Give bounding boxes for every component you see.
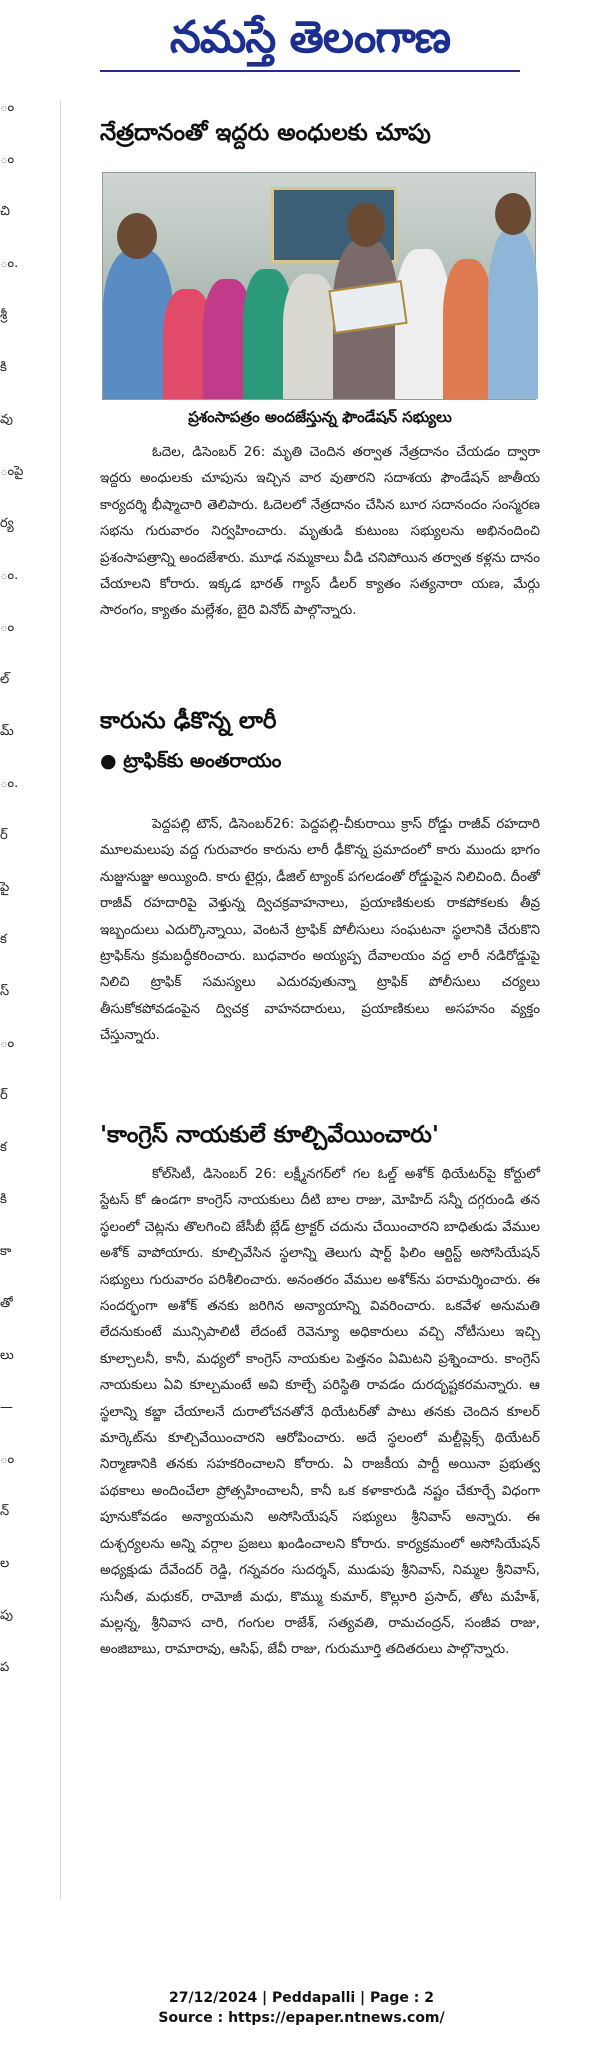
- person-head: [347, 203, 385, 247]
- left-fragment: పై: [0, 880, 10, 895]
- article3-text: కోల్‌సిటీ, డిసెంబర్ 26: లక్ష్మీనగర్‌లో గల ఓల్డ్ అశోక్ థియేటర్‌పై కోర్టులో స్టేటస్ కో ఉండగా కాంగ్రెస్ నాయకులు దీటి బాల రాజు, మోహిద్ సన్నీ దగ్గరుండి తన స్థలంలో చెట్లను తొలగించి జేసీబీ బ్లేడ్ ట్రాక్టర్ చదును చేయించారని బాధితుడు వేముల అశోక్ వాపోయారు. కూల్చివేసిన స్థలాన్ని తెలుగు షార్ట్ ఫిలిం ఆర్టిస్ట్ అసోసియేషన్ సభ్యులు గురువారం పరిశీలించారు. అనంతరం వేముల అశోక్‌ను పరామర్శించారు. ఈ సందర్భంగా అశోక్ తనకు జరిగిన అన్యాయాన్ని వివరించారు. ఒకవేళ అనుమతి లేదనుకుంటే మున్సిపాలిటీ లేదంటే రెవెన్యూ అధికారులు వచ్చి నోటీసులు ఇచ్చి కూల్చాలనీ, కానీ, మధ్యలో కాంగ్రెస్ నాయకుల పెత్తనం ఏమిటని ప్రశ్నించారు. కాంగ్రెస్ నాయకులు ఏవి కూల్చమంటే అవి కూల్చే పరిస్థితి రావడం దురదృష్టకరమన్నారు. ఆ స్థలాన్ని కబ్జా చేయాలనే దురాలోచనతోనే థియేటర్‌తో పాటు తనకు చెందిన కూలర్ మార్కెట్‌ను కూల్చివేయించారని ఆరోపించారు. అదే స్థలంలో మల్టీప్లెక్స్ థియేటర్ నిర్మాణానికి తనకు సహకరించాలని కోరారు. ఏ రాజకీయ పార్టీ అయినా ప్రభుత్వ పథకాలు అందించేలా ప్రోత్సహించాలనీ, కానీ ఒక కళాకారుడి నష్టం చేకూర్చే విధంగా పూనుకోవడం అన్యాయమని అసోసియేషన్ సభ్యులు శ్రీనివాస్ అన్నారు. ఈ దుశ్చర్యలను అన్ని వర్గాల ప్రజలు ఖండించాలని కోరారు. కార్యక్రమంలో అసోసియేషన్ అధ్యక్షుడు దేవేందర్ రెడ్డి, గన్నవరం సుదర్శన్, ముడుపు శ్రీనివాస్, నిమ్మల శ్రీనివాస్, సునీత, మధుకర్, రామోజీ మధు, కొమ్ము కుమార్, కొల్లూరి ప్రసాద్, తోట మహేశ్, మల్లన్న, శ్రీనివాస చారి, గంగుల రాజేశ్, సత్యవతి, రామచంద్రన్, సంజీవ రాజు, అంజిబాబు, రామారావు, ఆసిఫ్, జేవీ రాజు, గురుమూర్తి తదితరులు పాల్గొన్నారు.: [100, 1167, 540, 1658]
- left-fragment: ం: [0, 152, 15, 167]
- article-congress: [100, 1120, 540, 1150]
- left-fragment: కి: [0, 1192, 7, 1207]
- left-fragment: ర్య: [0, 516, 14, 531]
- article2-body: [100, 812, 540, 1128]
- left-fragment: ల్: [0, 672, 10, 687]
- article2-subhead: ● ట్రాఫిక్‌కు అంతరాయం: [100, 750, 282, 772]
- article1-caption: ప్రశంసాపత్రం అందజేస్తున్న ఫౌండేషన్ సభ్యులు: [188, 408, 452, 426]
- left-fragment: కా: [0, 1244, 12, 1259]
- left-column-fragment: [0, 100, 24, 1900]
- article2-headline: కారును ఢీకొన్న లారీ: [100, 708, 277, 734]
- article-lorry-accident: [100, 706, 540, 774]
- masthead-underline: [100, 70, 520, 72]
- left-fragment: లు: [0, 1348, 14, 1363]
- article1-headline: నేత్రదానంతో ఇద్దరు అంధులకు చూపు: [100, 120, 431, 146]
- person: [443, 259, 493, 399]
- left-fragment: ర్: [0, 828, 8, 843]
- left-fragment: కి: [0, 360, 7, 375]
- footer-source-link[interactable]: Source : https://epaper.ntnews.com/: [158, 2010, 445, 2026]
- left-fragment: మ్: [0, 724, 14, 739]
- left-fragment: క: [0, 1140, 7, 1155]
- article1-text: ఓదెల, డిసెంబర్ 26: మృతి చెందిన తర్వాత నేత్రదానం చేయడం ద్వారా ఇద్దరు అంధులకు చూపును ఇచ్చిన వార వుతారని సదాశయ ఫౌండేషన్ జాతీయ కార్యదర్శి భీష్మాచారి తెలిపారు. ఓదెలలో నేత్రదానం చేసిన బూర సదానందం సంస్మరణ సభను గురువారం నిర్వహించారు. మృతుడి కుటుంబ సభ్యులను అభినందించి ప్రశంసాపత్రాన్ని అందజేశారు. మూఢ నమ్మకాలు వీడి చనిపోయిన తర్వాత కళ్లను దానం చేయాలని కోరారు. ఇక్కడ భారత్ గ్యాస్ డీలర్ క్యాతం సత్యనారా యణ, మేర్గు సారంగం, క్యాతం మల్లేశం, బైరి వినోద్ పాల్గొన్నారు.: [100, 445, 540, 619]
- left-fragment: ం.: [0, 256, 19, 271]
- footer: [0, 1988, 603, 2028]
- person: [488, 229, 538, 399]
- person-head: [117, 213, 157, 259]
- left-fragment: ం.: [0, 776, 19, 791]
- left-fragment: శ్రీ: [0, 308, 8, 323]
- left-fragment: వు: [0, 412, 13, 427]
- person-head: [495, 193, 531, 235]
- left-fragment: స్: [0, 984, 10, 999]
- left-fragment: న్: [0, 1504, 10, 1519]
- article-eye-donation: [100, 118, 540, 148]
- left-fragment: పు: [0, 1608, 13, 1623]
- left-fragment: ం.: [0, 568, 19, 583]
- left-fragment: తో: [0, 1296, 13, 1311]
- left-fragment: ం: [0, 1036, 15, 1051]
- article3-headline: 'కాంగ్రెస్ నాయకులే కూల్చివేయించారు': [100, 1122, 439, 1148]
- left-fragment: ం: [0, 100, 15, 115]
- left-fragment: ర్: [0, 1088, 8, 1103]
- left-fragment: —: [0, 1400, 13, 1415]
- left-fragment: క: [0, 932, 7, 947]
- article1-photo: [102, 172, 536, 400]
- footer-date-line: 27/12/2024 | Peddapalli | Page : 2: [169, 1990, 434, 2006]
- masthead: నమస్తే తెలంగాణ: [169, 12, 451, 63]
- article3-body: [100, 1162, 540, 1886]
- left-fragment: ంపై: [0, 464, 24, 479]
- column-rule: [60, 100, 61, 1900]
- left-fragment: ల: [0, 1556, 10, 1571]
- article1-body: [100, 440, 540, 692]
- left-fragment: చి: [0, 204, 10, 219]
- left-fragment: ం: [0, 620, 15, 635]
- left-fragment: ం: [0, 1452, 15, 1467]
- left-fragment: ప: [0, 1660, 10, 1675]
- article2-text: పెద్దపల్లి టౌన్, డిసెంబర్26: పెద్దపల్లి-చీకురాయి క్రాస్ రోడ్డు రాజీవ్ రహదారి మూలమలుపు వద్ద గురువారం కారును లారీ ఢీకొన్న ప్రమాదంలో కారు ముందు భాగం నుజ్జునుజ్జు అయ్యింది. కారు టైర్లు, డీజిల్ ట్యాంక్ పగలడంతో రోడ్డుపైన నిలిచింది. దీంతో రాజీవ్ రహదారిపై వెళ్తున్న ద్విచక్రవాహనాలు, ప్రయాణికులకు రాకపోకలకు తీవ్ర ఇబ్బందులు ఎదుర్కొన్నాయి, వెంటనే ట్రాఫిక్ పోలీసులు సంఘటనా స్థలానికి చేరుకొని ట్రాఫిక్‌ను క్రమబద్ధీకరించారు. బుధవారం అయ్యప్ప దేవాలయం వద్ద లారీ నడిరోడ్డుపై నిలిచి ట్రాఫిక్ సమస్యలు ఎదురవుతున్నా ట్రాఫిక్ పోలీసులు చర్యలు తీసుకోకపోవడంపైన ద్విచక్ర వాహనదారులు, ప్రయాణికులు అసహనం వ్యక్తం చేస్తున్నారు.: [100, 817, 540, 1044]
